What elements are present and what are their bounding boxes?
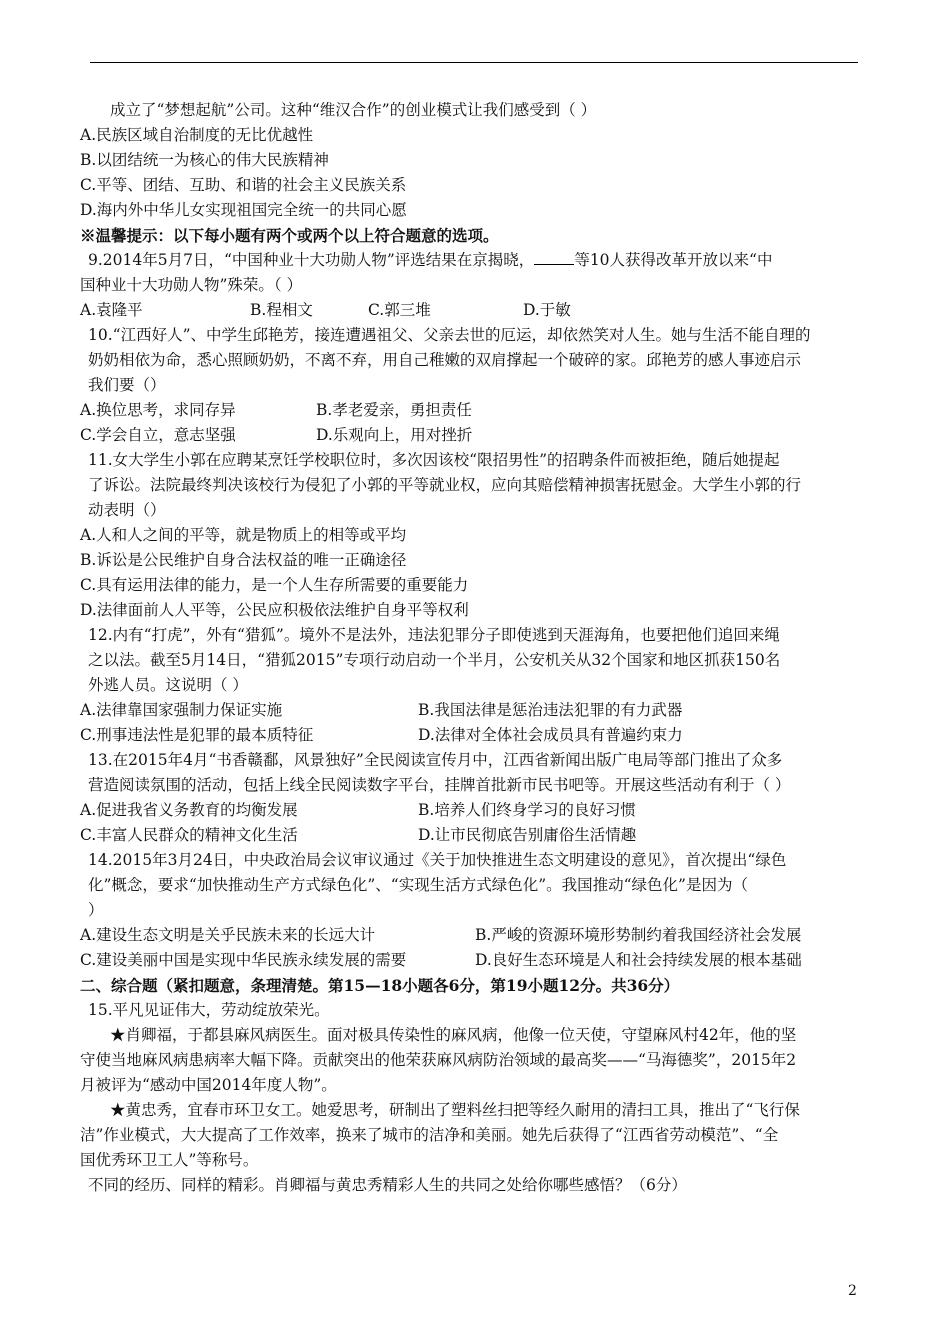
question-stem-line: ） — [88, 901, 104, 919]
question-stem-line: 国种业十大功勋人物”殊荣。（ ） — [80, 276, 303, 294]
exam-page-content — [80, 98, 870, 1198]
options-row — [80, 398, 870, 423]
options-row — [80, 798, 870, 823]
question-stem-line: 营造阅读氛围的活动，包括上线全民阅读数字平台，挂牌首批新市民书吧等。开展这些活动有利于（ ） — [88, 776, 791, 794]
options-row — [80, 823, 870, 848]
option-b: B.培养人们终身学习的良好习惯 — [418, 801, 636, 819]
question-stem-line: 了诉讼。法院最终判决该校行为侵犯了小郭的平等就业权，应向其赔偿精神损害抚慰金。大学生小郭的行 — [88, 476, 802, 494]
section-heading: 二、综合题（紧扣题意，条理清楚。第15—18小题各6分，第19小题12分。共36分） — [80, 976, 680, 995]
question-15 — [80, 998, 870, 1198]
question-stem-line — [80, 248, 870, 273]
option-d: D.让市民彻底告别庸俗生活情趣 — [418, 826, 637, 844]
paragraph-line: 洁”作业模式，大大提高了工作效率，换来了城市的洁净和美丽。她先后获得了“江西省劳动模范”、“全 — [80, 1126, 779, 1144]
question-11 — [80, 448, 870, 623]
question-stem-line: 10.“江西好人”、中学生邱艳芳，接连遭遇祖父、父亲去世的厄运，却依然笑对人生。她与生活不能自理的 — [88, 326, 811, 344]
option-d: D.乐观向上，用对挫折 — [316, 426, 473, 444]
question-10 — [80, 323, 870, 448]
options-row — [80, 723, 870, 748]
paragraph-line: 守使当地麻风病患病率大幅下降。贡献突出的他荣获麻风病防治领域的最高奖——“马海德奖”，2015年2 — [80, 1051, 797, 1069]
question-stem-line: 我们要（） — [88, 376, 166, 394]
question-stem-line: 14.2015年3月24日，中央政治局会议审议通过《关于加快推进生态文明建设的意见》，首次提出“绿色 — [88, 851, 787, 869]
option-d: D.于敏 — [523, 301, 571, 319]
option-c: C.建设美丽中国是实现中华民族永续发展的需要 — [80, 951, 407, 969]
option-c: C.学会自立，意志坚强 — [80, 426, 236, 444]
multi-select-tip: ※温馨提示：以下每小题有两个或两个以上符合题意的选项。 — [80, 226, 499, 245]
fill-blank — [534, 250, 574, 265]
question-stem-line: 之以法。截至5月14日，“猎狐2015”专项行动启动一个半月，公安机关从32个国家和地区抓获150名 — [88, 651, 781, 669]
options-row — [80, 423, 870, 448]
option-b: B.诉讼是公民维护自身合法权益的唯一正确途径 — [80, 551, 407, 569]
options-row — [80, 298, 870, 323]
question-14 — [80, 848, 870, 973]
page-number: 2 — [848, 1283, 857, 1299]
option-b: B.严峻的资源环境形势制约着我国经济社会发展 — [475, 926, 802, 944]
option-d: D.良好生态环境是人和社会持续发展的根本基础 — [475, 951, 802, 969]
option-d: D.法律对全体社会成员具有普遍约束力 — [418, 726, 683, 744]
option-c: C.具有运用法律的能力，是一个人生存所需要的重要能力 — [80, 576, 469, 594]
option-a: A.促进我省义务教育的均衡发展 — [80, 801, 298, 819]
question-stem-line: 11.女大学生小郭在应聘某烹饪学校职位时，多次因该校“限招男性”的招聘条件而被拒绝，随后她提起 — [88, 451, 780, 469]
stem-part-b: 等10人获得改革开放以来“中 — [574, 251, 773, 269]
paragraph-line: 国优秀环卫工人”等称号。 — [80, 1151, 259, 1169]
question-stem-line: 外逃人员。这说明（ ） — [88, 676, 248, 694]
question-12 — [80, 623, 870, 748]
options-row — [80, 948, 870, 973]
option-d: D.海内外中华儿女实现祖国完全统一的共同心愿 — [80, 201, 407, 219]
options-row — [80, 923, 870, 948]
stem-part-a: 9.2014年5月7日，“中国种业十大功勋人物”评选结果在京揭晓， — [88, 251, 535, 269]
option-b: B.我国法律是惩治违法犯罪的有力武器 — [418, 701, 683, 719]
question-stem-line: 13.在2015年4月“书香赣鄱，风景独好”全民阅读宣传月中，江西省新闻出版广电局等部门推出了众多 — [88, 751, 783, 769]
option-a: A.人和人之间的平等，就是物质上的相等或平均 — [80, 526, 407, 544]
question-stem: 成立了“梦想起航”公司。这种“维汉合作”的创业模式让我们感受到（ ） — [110, 101, 597, 119]
option-b: B.以团结统一为核心的伟大民族精神 — [80, 151, 329, 169]
options-row — [80, 698, 870, 723]
option-a: A.建设生态文明是关乎民族未来的长远大计 — [80, 926, 376, 944]
option-a: A.袁隆平 — [80, 301, 143, 319]
paragraph-line: ★黄忠秀，宜春市环卫女工。她爱思考，研制出了塑料丝扫把等经久耐用的清扫工具，推出了“飞行保 — [110, 1101, 800, 1119]
option-d: D.法律面前人人平等，公民应积极依法维护自身平等权利 — [80, 601, 469, 619]
option-a: A.法律靠国家强制力保证实施 — [80, 701, 283, 719]
option-c: C.刑事违法性是犯罪的最本质特征 — [80, 726, 314, 744]
option-a: A.换位思考，求同存异 — [80, 401, 236, 419]
question-9 — [80, 248, 870, 323]
question-title: 15.平凡见证伟大，劳动绽放荣光。 — [88, 1001, 330, 1019]
question-stem-line: 动表明（） — [88, 501, 166, 519]
paragraph-line: ★肖卿福，于都县麻风病医生。面对极具传染性的麻风病，他像一位天使，守望麻风村42年，他的坚 — [110, 1026, 797, 1044]
option-c: C.郭三堆 — [368, 301, 431, 319]
paragraph-line: 月被评为“感动中国2014年度人物”。 — [80, 1076, 337, 1094]
option-c: C.平等、团结、互助、和谐的社会主义民族关系 — [80, 176, 407, 194]
header-rule — [90, 62, 858, 63]
question-13 — [80, 748, 870, 848]
option-c: C.丰富人民群众的精神文化生活 — [80, 826, 298, 844]
option-b: B.程相文 — [250, 301, 313, 319]
question-stem-line: 12.内有“打虎”，外有“猎狐”。境外不是法外，违法犯罪分子即使逃到天涯海角，也要把他们追回来绳 — [88, 626, 780, 644]
question-stem-line: 奶奶相依为命，悉心照顾奶奶，不离不弃，用自己稚嫩的双肩撑起一个破碎的家。邱艳芳的感人事迹启示 — [88, 351, 802, 369]
question-stem-line: 化”概念，要求“加快推动生产方式绿色化”、“实现生活方式绿色化”。我国推动“绿色化”是因为（ — [88, 876, 748, 894]
option-a: A.民族区域自治制度的无比优越性 — [80, 126, 314, 144]
question-8 — [80, 98, 870, 223]
question-prompt: 不同的经历、同样的精彩。肖卿福与黄忠秀精彩人生的共同之处给你哪些感悟？（6分） — [88, 1176, 687, 1194]
option-b: B.孝老爱亲，勇担责任 — [316, 401, 472, 419]
